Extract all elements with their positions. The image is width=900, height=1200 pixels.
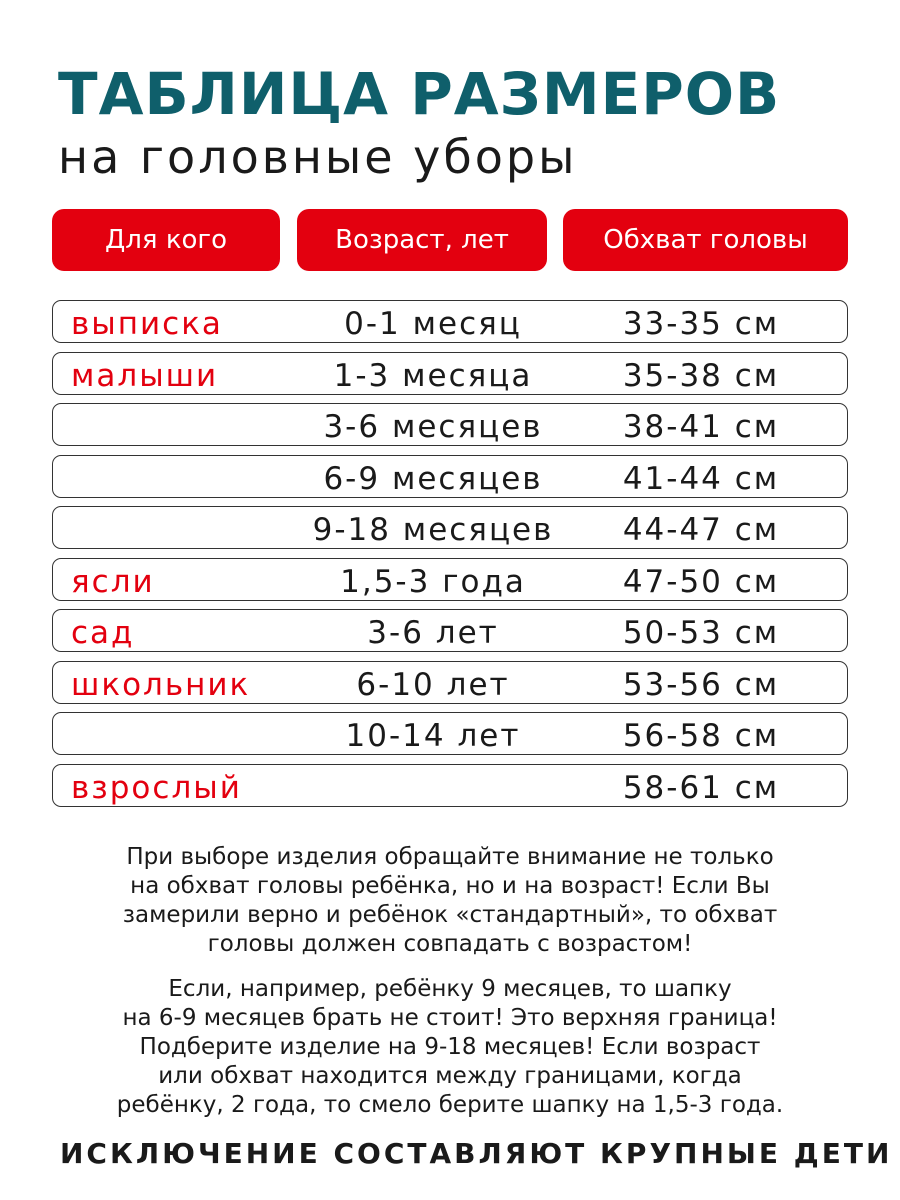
row-who: малыши (71, 357, 219, 394)
row-age: 1-3 месяца (333, 357, 533, 394)
row-size: 33-35 см (622, 306, 780, 342)
table-row (52, 352, 848, 395)
note-paragraph-1: При выборе изделия обращайте внимание не только на обхват головы ребёнка, но и на возраст! Если Вы замерили верно и ребёнок «стандартный», то обхват головы должен совпадать с возрастом! (122, 844, 778, 957)
row-who: школьник (71, 666, 251, 703)
table-row (52, 403, 848, 446)
row-who: ясли (71, 563, 155, 600)
row-who: взрослый (71, 769, 242, 806)
page-subtitle: на головные уборы (58, 130, 578, 184)
row-size: 41-44 см (622, 460, 780, 497)
footer-warning: ИСКЛЮЧЕНИЕ СОСТАВЛЯЮТ КРУПНЫЕ ДЕТИ (60, 1137, 893, 1170)
header-size: Обхват головы (563, 209, 848, 271)
row-age: 9-18 месяцев (312, 512, 554, 548)
table-row (52, 455, 848, 498)
row-size: 56-58 см (622, 718, 780, 754)
header-age: Возраст, лет (297, 209, 547, 271)
row-age: 6-10 лет (356, 666, 510, 703)
row-who: сад (71, 615, 135, 651)
table-row (52, 300, 848, 343)
row-age: 6-9 месяцев (323, 460, 543, 497)
row-age: 0-1 месяц (344, 306, 522, 342)
table-row (52, 558, 848, 601)
row-size: 53-56 см (622, 666, 780, 703)
row-age: 1,5-3 года (340, 563, 526, 600)
size-table (52, 300, 848, 815)
table-row (52, 661, 848, 704)
row-size: 38-41 см (622, 409, 780, 445)
row-size: 44-47 см (622, 512, 780, 548)
row-who: выписка (71, 306, 223, 342)
table-row (52, 764, 848, 807)
note-paragraph-2: Если, например, ребёнку 9 месяцев, то шапку на 6-9 месяцев брать не стоит! Это верхняя граница! Подберите изделие на 9-18 месяцев! Если возраст или обхват находится между границами, когда ребёнку, 2 года, то смело берите шапку на 1,5-3 года. (116, 976, 784, 1118)
table-row (52, 506, 848, 549)
row-age (283, 765, 583, 808)
row-size: 35-38 см (622, 357, 780, 394)
row-size: 50-53 см (622, 615, 780, 651)
row-age: 3-6 месяцев (323, 409, 543, 445)
row-age: 3-6 лет (367, 615, 499, 651)
table-row (52, 609, 848, 652)
row-size: 47-50 см (622, 563, 780, 600)
header-who: Для кого (52, 209, 280, 271)
row-age: 10-14 лет (345, 718, 521, 754)
table-header (0, 209, 900, 271)
page-title: ТАБЛИЦА РАЗМЕРОВ (58, 60, 781, 128)
row-size: 58-61 см (622, 769, 780, 806)
table-row (52, 712, 848, 755)
